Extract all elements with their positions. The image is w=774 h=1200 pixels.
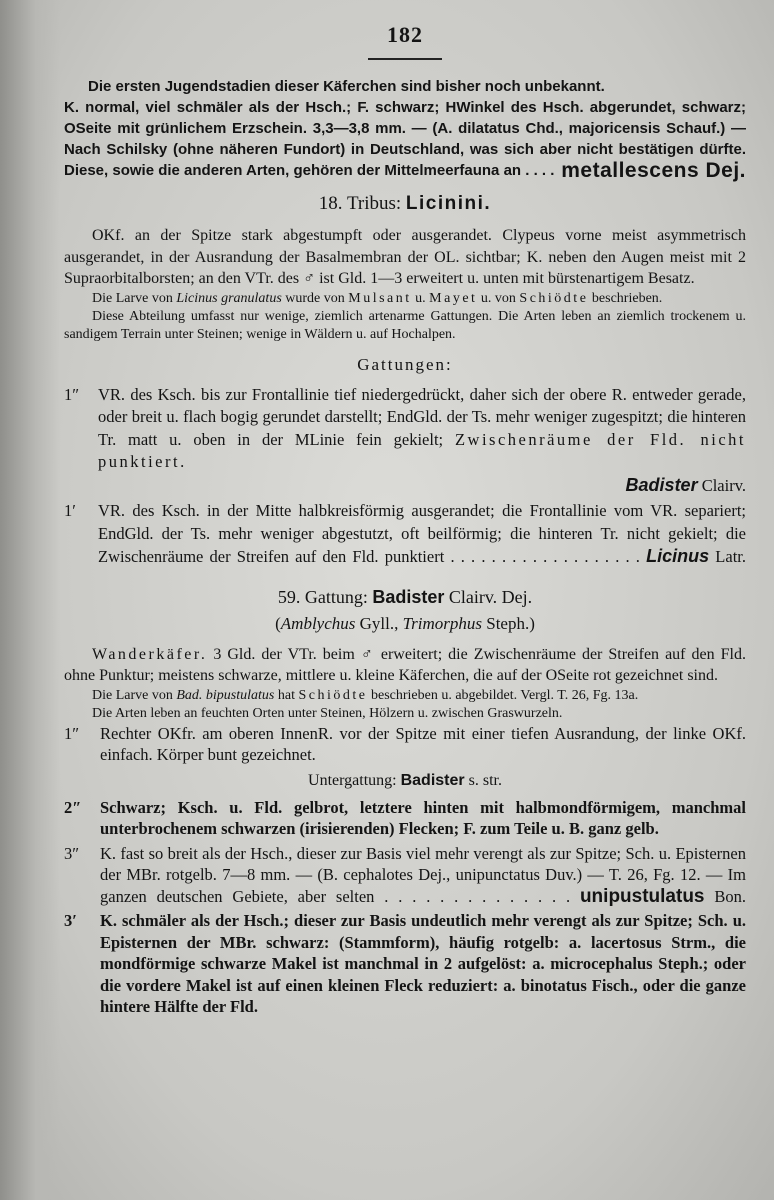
untergattung-name: Badister bbox=[400, 771, 465, 789]
key-number: 3′ bbox=[64, 911, 77, 930]
gattung-habitat: Die Arten leben an feuchten Orten unter Steinen, Hölzern u. zwischen Graswurzeln. bbox=[92, 705, 563, 721]
author-schiodte-2: Schiödte bbox=[298, 687, 368, 703]
genus-badister: Badister bbox=[625, 474, 698, 495]
genus-author: Latr. bbox=[715, 547, 746, 566]
wanderkaefer: Wanderkäfer. bbox=[92, 645, 208, 663]
key-entry-3b bbox=[64, 910, 746, 1018]
tribus-heading bbox=[64, 193, 746, 215]
key-text: VR. des Ksch. bis zur Frontallinie tief niedergedrückt, daher sich der obere R. entweder gerade, oder breit u. flach bogig gerundet darstellt; EndGld. der Ts. mehr weniger zugespitzt; die hinteren Tr. matt u. oben in der MLinie fein gekielt; bbox=[98, 384, 746, 449]
key-text: K. fast so breit als der Hsch., dieser zur Basis viel mehr verengt als zur Spitze; Sch. u. Episternen der MBr. rotgelb. 7—8 mm. — (B. cephalotes Dej., unipunctatus Duv.) — T. 26, Fg. 12. — Im ganzen deutschen Gebiete, aber selten . . . . . . . . . . . . . . bbox=[100, 843, 746, 906]
larva-note-c: wurde von bbox=[285, 290, 345, 306]
gattung-larva-species: Bad. bipustulatus bbox=[176, 687, 275, 703]
key-text: VR. des Ksch. in der Mitte halbkreisförmig ausgerandet; die Frontallinie vom VR. separiert; EndGld. der Ts. mehr weniger abgestutzt, oft beilförmig; die hinteren Tr. nicht gekielt; die Zwischenräume der Streifen auf den Fld. punktiert . . . . . . . . . . . . . . . . . . . bbox=[98, 501, 746, 566]
key-entry-1a bbox=[64, 384, 746, 498]
gattung-prefix: 59. Gattung: bbox=[277, 586, 368, 607]
larva-note bbox=[64, 290, 746, 308]
gattung-larva-note bbox=[64, 687, 746, 705]
key-entry-3a bbox=[64, 843, 746, 908]
synonym-author-2: Steph. bbox=[486, 613, 530, 633]
gattung-description bbox=[64, 644, 746, 687]
key-number: 3″ bbox=[64, 843, 80, 863]
larva-note-g: u. von bbox=[480, 290, 516, 306]
untergattung-heading bbox=[64, 772, 746, 790]
species-metallescens: metallescens Dej. bbox=[561, 159, 746, 182]
author-mulsant: Mulsant bbox=[348, 290, 412, 306]
larva-note-e: u. bbox=[415, 290, 426, 306]
synonym-author-1: Gyll., bbox=[359, 613, 399, 633]
key-number: 1″ bbox=[64, 384, 80, 404]
page-number: 182 bbox=[387, 22, 423, 47]
synonym-amblychus: Amblychus bbox=[280, 613, 356, 633]
gattung-larva-e: beschrieben u. abgebildet. Vergl. T. 26, Fg. 13a. bbox=[370, 687, 639, 703]
species-unipustulatus: unipustulatus bbox=[579, 885, 705, 907]
gattung-author: Clairv. Dej. bbox=[448, 586, 533, 607]
intro-first-line: Die ersten Jugendstadien dieser Käferchen sind bisher noch unbekannt. bbox=[88, 78, 605, 95]
key-entry-1b bbox=[64, 500, 746, 569]
synonyms: (Amblychus Gyll., Trimorphus Steph.) bbox=[275, 613, 535, 633]
larva-species: Licinus granulatus bbox=[176, 290, 282, 306]
gattung-name: Badister bbox=[372, 586, 445, 607]
species-author: Bon. bbox=[714, 886, 747, 906]
key-text: K. schmäler als der Hsch.; dieser zur Basis undeutlich mehr verengt als zur Spitze; Sch. u. Episternen der MBr. schwarz: (Stammform), häufig rotgelb: a. lacertosus Strm., die mondförmige schwarze Makel ist manchmal in 2 aufgelöst: a. microcephalus Steph.; oder die vordere Makel ist auf einen kleinen Fleck reduziert: a. binotatus Fisch., oder die ganze hintere Hälfte der Fld. bbox=[100, 911, 746, 1016]
gattung-description-text: 3 Gld. der VTr. beim ♂ erweitert; die Zwischenräume der Streifen auf den Fld. ohne Punktur; meistens schwarze, mittlere u. kleine Käferchen, die auf der OSeite rot gezeichnet sind. bbox=[64, 645, 747, 684]
author-schiodte: Schiödte bbox=[519, 290, 589, 306]
synonym-trimorphus: Trimorphus bbox=[402, 613, 482, 633]
untergattung-suffix: s. str. bbox=[468, 771, 502, 789]
genus-author: Clairv. bbox=[701, 475, 746, 495]
key-text-spaced: Zwischenräume der Fld. nicht punktiert. bbox=[98, 429, 746, 471]
gattung-larva-c: hat bbox=[277, 687, 295, 703]
key-number: 2″ bbox=[64, 797, 82, 817]
gattung-larva-a: Die Larve von bbox=[92, 687, 173, 703]
author-mayet: Mayet bbox=[429, 290, 478, 306]
gattung-key-1 bbox=[64, 723, 746, 766]
genus-licinus: Licinus bbox=[646, 546, 710, 566]
larva-note-i: beschrieben. bbox=[591, 290, 663, 306]
untergattung-prefix: Untergattung: bbox=[308, 771, 397, 789]
habitat-note: Diese Abteilung umfasst nur wenige, ziemlich artenarme Gattungen. Die Arten leben an ziemlich trockenem u. sandigem Terrain unter Steinen; wenige in Wäldern u. auf Hochalpen. bbox=[64, 308, 746, 342]
key-text: Schwarz; Ksch. u. Fld. gelbrot, letztere hinten mit halbmondförmigem, manchmal unterbrochenem schwarzen (irisierenden) Flecken; F. zum Teile u. B. ganz gelb. bbox=[100, 797, 746, 838]
larva-note-a: Die Larve von bbox=[92, 290, 173, 306]
key-number: 1′ bbox=[64, 501, 76, 520]
intro-paragraph bbox=[64, 97, 746, 181]
gattungen-heading: Gattungen: bbox=[357, 354, 453, 374]
tribus-description: OKf. an der Spitze stark abgestumpft oder ausgerandet. Clypeus vorne meist asymmetrisch ausgerandet, in der Ausrandung der Basalmembran der OL. sichtbar; K. neben den Augen meist mit 2 Supraorbitalborsten; an den VTr. des ♂ ist Gld. 1—3 erweitert u. unten mit bürstenartigem Besatz. bbox=[64, 227, 746, 287]
binding-shadow bbox=[0, 0, 60, 1200]
page-number-rule bbox=[368, 58, 442, 60]
tribus-name: Licinini. bbox=[405, 193, 492, 214]
key-text: Rechter OKfr. am oberen InnenR. vor der Spitze mit einer tiefen Ausrandung, der linke OKf. einfach. Körper bunt gezeichnet. bbox=[100, 723, 746, 764]
tribus-prefix: 18. Tribus: bbox=[318, 193, 402, 214]
key-number: 1″ bbox=[64, 723, 80, 743]
gattung-heading bbox=[64, 587, 746, 608]
key-entry-2 bbox=[64, 797, 746, 840]
intro-text: K. normal, viel schmäler als der Hsch.; F. schwarz; HWinkel des Hsch. abgerundet, schwarz; OSeite mit grünlichem Erzschein. 3,3—3,8 mm. — (A. dilatatus Chd., majoricensis Schauf.) — Nach Schilsky (ohne näheren Fundort) in Deutschland, was sich aber nicht bestätigen dürfte. Diese, sowie die anderen Arten, gehören der Mittelmeerfauna an . . . . bbox=[64, 99, 746, 179]
